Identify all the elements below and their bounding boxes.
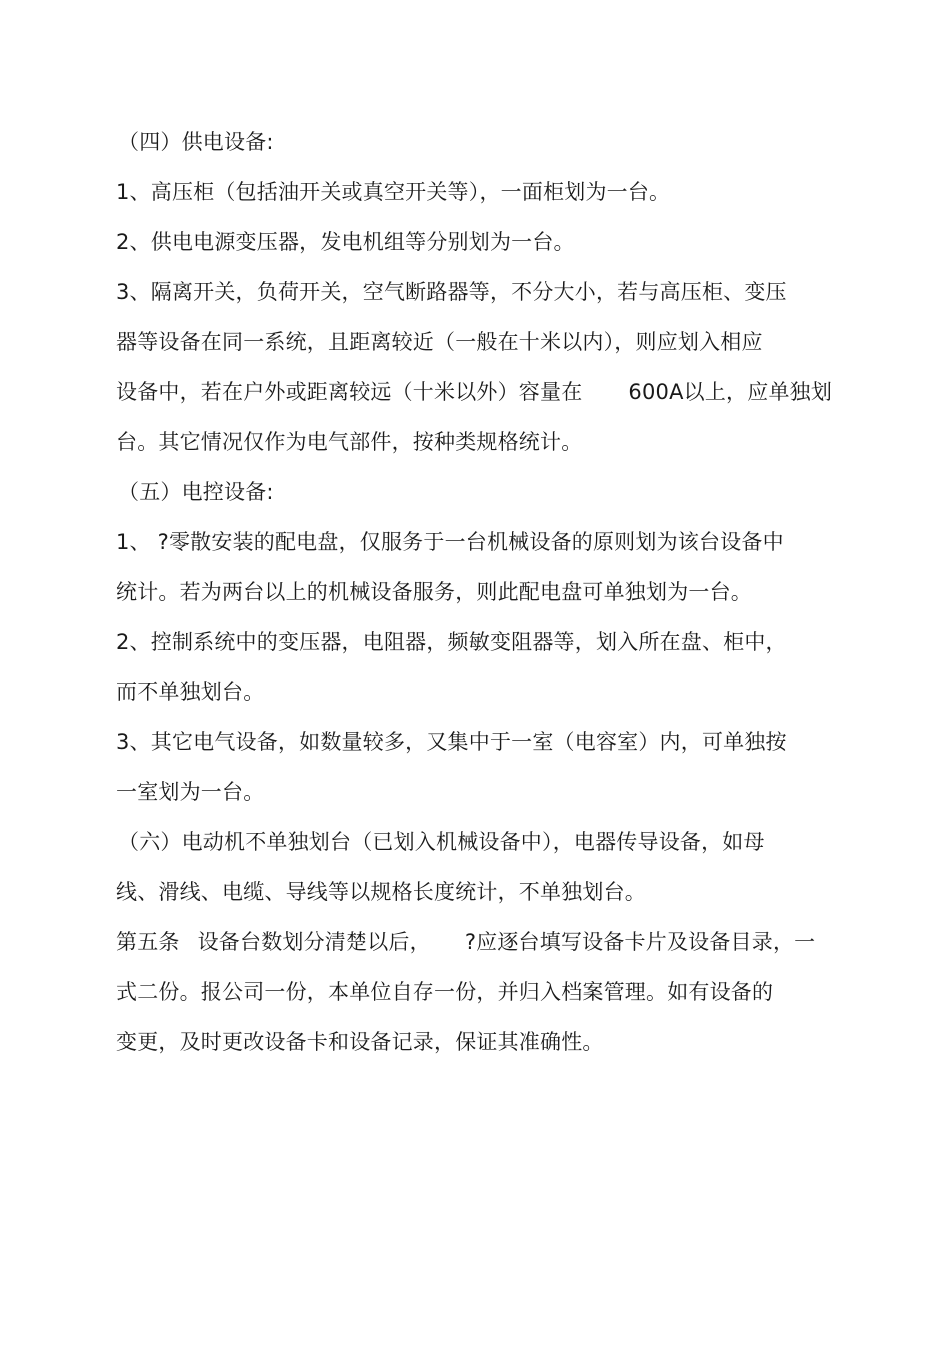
- section-heading-power-equipment: （四）供电设备:: [118, 130, 274, 154]
- paragraph-line: 器等设备在同一系统，且距离较近（一般在十米以内），则应划入相应: [116, 330, 763, 354]
- paragraph-line: 统计。若为两台以上的机械设备服务，则此配电盘可单独划为一台。: [116, 580, 752, 604]
- article-five-line: [116, 928, 815, 956]
- paragraph-line: 一室划为一台。: [116, 780, 265, 804]
- section-heading-control-equipment: （五）电控设备:: [118, 480, 274, 504]
- paragraph-segment: ?应逐台填写设备卡片及设备目录，一: [464, 930, 816, 954]
- paragraph-line: 而不单独划台。: [116, 680, 265, 704]
- paragraph-line: 2、供电电源变压器，发电机组等分别划为一台。: [116, 230, 575, 254]
- paragraph-segment: 设备台数划分清楚以后，: [197, 930, 431, 954]
- paragraph-line: 3、其它电气设备，如数量较多，又集中于一室（电容室）内，可单独按: [116, 730, 787, 754]
- paragraph-segment: 设备中，若在户外或距离较远（十米以外）容量在: [116, 380, 583, 404]
- paragraph-line: 变更，及时更改设备卡和设备记录，保证其准确性。: [116, 1030, 604, 1054]
- paragraph-line: [116, 378, 832, 406]
- paragraph-line: 式二份。报公司一份，本单位自存一份，并归入档案管理。如有设备的: [116, 980, 774, 1004]
- paragraph-segment: 600A以上，应单独划: [628, 380, 833, 404]
- paragraph-line: 线、滑线、电缆、导线等以规格长度统计，不单独划台。: [116, 880, 646, 904]
- article-label: 第五条: [116, 930, 180, 954]
- paragraph-line: 3、隔离开关，负荷开关，空气断路器等，不分大小，若与高压柜、变压: [116, 280, 787, 304]
- paragraph-line: 1、高压柜（包括油开关或真空开关等），一面柜划为一台。: [116, 180, 671, 204]
- paragraph-line: （六）电动机不单独划台（已划入机械设备中），电器传导设备，如母: [118, 830, 765, 854]
- paragraph-line: 1、 ?零散安装的配电盘，仅服务于一台机械设备的原则划为该台设备中: [116, 530, 784, 554]
- paragraph-line: 2、控制系统中的变压器，电阻器，频敏变阻器等，划入所在盘、柜中，: [116, 630, 787, 654]
- paragraph-line: 台。其它情况仅作为电气部件，按种类规格统计。: [116, 430, 583, 454]
